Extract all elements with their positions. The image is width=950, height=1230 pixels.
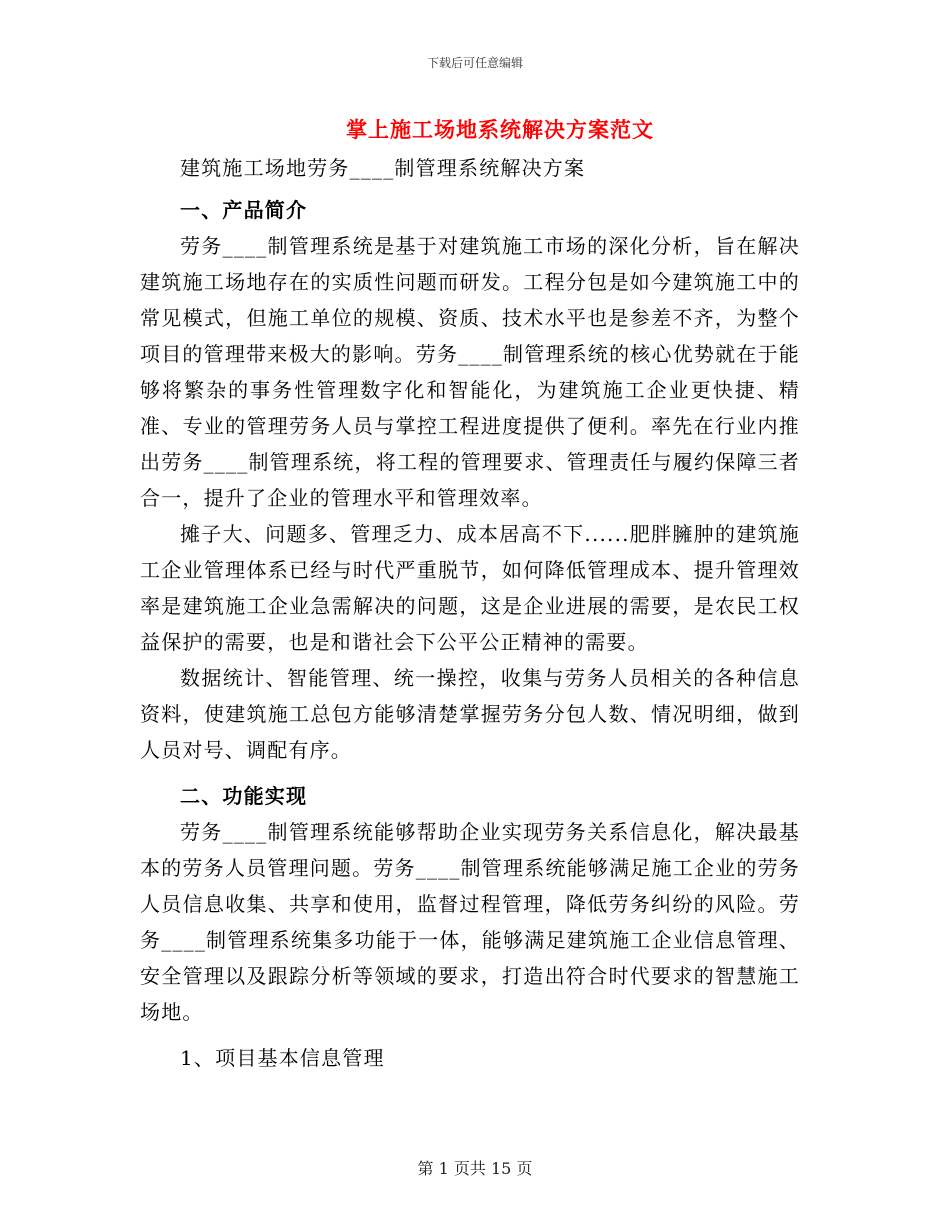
paragraph: 摊子大、问题多、管理乏力、成本居高不下......肥胖臃肿的建筑施工企业管理体系已经与时代严重脱节，如何降低管理成本、提升管理效率是建筑施工企业急需解决的问题，这是企业进展的需要，是农民工权益保护的需要，也是和谐社会下公平公正精神的需要。 [140,522,800,654]
document-body [140,150,800,1076]
document-subtitle: 建筑施工场地劳务____制管理系统解决方案 [180,156,586,180]
paragraph: 数据统计、智能管理、统一操控，收集与劳务人员相关的各种信息资料，使建筑施工总包方能够清楚掌握劳务分包人数、情况明细，做到人员对号、调配有序。 [140,666,800,762]
section-heading-product-intro: 一、产品简介 [180,198,308,222]
paragraph: 劳务____制管理系统能够帮助企业实现劳务关系信息化，解决最基本的劳务人员管理问题。劳务____制管理系统能够满足施工企业的劳务人员信息收集、共享和使用，监督过程管理，降低劳务纠纷的风险。劳务____制管理系统集多功能于一体，能够满足建筑施工企业信息管理、安全管理以及跟踪分析等领域的要求，打造出符合时代要求的智慧施工场地。 [140,820,800,1024]
subsection-heading-project-info: 1、项目基本信息管理 [180,1046,385,1070]
paragraph: 劳务____制管理系统是基于对建筑施工市场的深化分析，旨在解决建筑施工场地存在的实质性问题而研发。工程分包是如今建筑施工中的常见模式，但施工单位的规模、资质、技术水平也是参差不齐，为整个项目的管理带来极大的影响。劳务____制管理系统的核心优势就在于能够将繁杂的事务性管理数字化和智能化，为建筑施工企业更快捷、精准、专业的管理劳务人员与掌控工程进度提供了便利。率先在行业内推出劳务____制管理系统，将工程的管理要求、管理责任与履约保障三者合一，提升了企业的管理水平和管理效率。 [140,234,800,510]
page-number: 第 1 页共 15 页 [417,1159,533,1178]
document-title: 掌上施工场地系统解决方案范文 [346,117,654,142]
section-heading-functions: 二、功能实现 [180,784,308,808]
page-header-note: 下载后可任意编辑 [426,56,523,70]
